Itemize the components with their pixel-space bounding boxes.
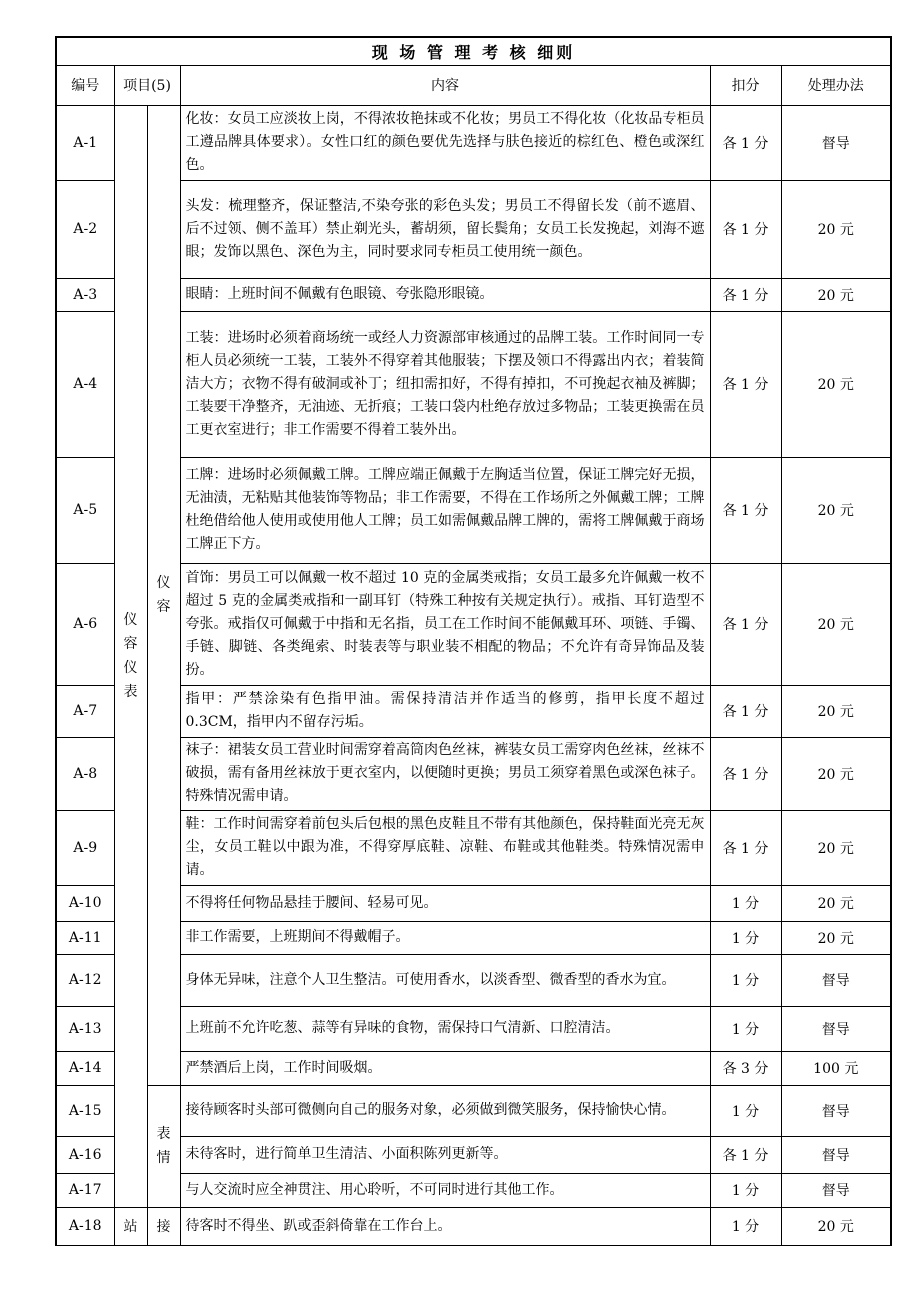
table-row [56,1173,891,1207]
row-id: A-14 [56,1051,114,1085]
row-id: A-16 [56,1136,114,1173]
row-content: 严禁酒后上岗，工作时间吸烟。 [180,1051,710,1085]
table-row [56,105,891,180]
category-expression: 表 情 [147,1085,180,1207]
row-deduct: 1 分 [710,1207,781,1245]
table-title: 现 场 管 理 考 核 细则 [56,37,891,65]
row-deduct: 1 分 [710,1085,781,1136]
row-content: 鞋：工作时间需穿着前包头后包根的黑色皮鞋且不带有其他颜色，保持鞋面光亮无灰尘，女员工鞋以中跟为准，不得穿厚底鞋、凉鞋、布鞋或其他鞋类。特殊情况需申请。 [180,810,710,885]
category-reception: 接 [147,1207,180,1245]
row-id: A-5 [56,457,114,563]
row-id: A-9 [56,810,114,885]
row-id: A-1 [56,105,114,180]
row-deduct: 各 1 分 [710,737,781,810]
row-deduct: 1 分 [710,954,781,1006]
row-content: 工装：进场时必须着商场统一或经人力资源部审核通过的品牌工装。工作时间同一专柜人员必须统一工装，工装外不得穿着其他服装；下摆及领口不得露出内衣；着装简洁大方；衣物不得有破洞或补丁；纽扣需扣好，不得有掉扣，不可挽起衣袖及裤脚；工装要干净整齐，无油迹、无折痕；工装口袋内杜绝存放过多物品；工装更换需在员工更衣室进行；非工作需要不得着工装外出。 [180,311,710,457]
table-row [56,1051,891,1085]
row-deduct: 各 1 分 [710,457,781,563]
table-row [56,278,891,311]
row-handling: 督导 [781,954,891,1006]
row-content: 首饰：男员工可以佩戴一枚不超过 10 克的金属类戒指；女员工最多允许佩戴一枚不超过 5 克的金属类戒指和一副耳钉（特殊工种按有关规定执行）。戒指、耳钉造型不夸张。戒指仅可佩戴于中指和无名指，员工在工作时间不能佩戴耳环、项链、手镯、手链、脚链、各类绳索、时装表等与职业装不相配的物品；不允许有奇异饰品及装扮。 [180,563,710,685]
table-row [56,180,891,278]
row-deduct: 各 1 分 [710,563,781,685]
row-deduct: 各 1 分 [710,810,781,885]
table-row [56,810,891,885]
row-handling: 20 元 [781,180,891,278]
row-handling: 20 元 [781,1207,891,1245]
row-deduct: 各 3 分 [710,1051,781,1085]
table-row [56,1207,891,1245]
table-row [56,563,891,685]
table-row [56,737,891,810]
row-handling: 20 元 [781,737,891,810]
row-content: 身体无异味，注意个人卫生整洁。可使用香水，以淡香型、微香型的香水为宜。 [180,954,710,1006]
row-content: 非工作需要，上班期间不得戴帽子。 [180,921,710,954]
row-deduct: 1 分 [710,1173,781,1207]
row-handling: 督导 [781,1136,891,1173]
header-deduct: 扣分 [710,65,781,105]
row-handling: 20 元 [781,457,891,563]
row-id: A-4 [56,311,114,457]
table-row [56,1136,891,1173]
row-id: A-11 [56,921,114,954]
category-grooming: 仪 容 [147,105,180,1085]
row-handling: 督导 [781,1173,891,1207]
row-id: A-2 [56,180,114,278]
row-id: A-6 [56,563,114,685]
row-handling: 督导 [781,105,891,180]
row-id: A-18 [56,1207,114,1245]
row-deduct: 1 分 [710,1006,781,1051]
assessment-table [55,36,892,1246]
row-id: A-3 [56,278,114,311]
row-handling: 100 元 [781,1051,891,1085]
row-id: A-10 [56,885,114,921]
table-row [56,921,891,954]
table-row [56,1085,891,1136]
row-handling: 督导 [781,1006,891,1051]
row-content: 袜子：裙装女员工营业时间需穿着高筒肉色丝袜，裤装女员工需穿肉色丝袜，丝袜不破损，需有备用丝袜放于更衣室内，以便随时更换；男员工须穿着黑色或深色袜子。特殊情况需申请。 [180,737,710,810]
header-handling: 处理办法 [781,65,891,105]
table-row [56,1006,891,1051]
header-item: 项目(5) [114,65,180,105]
row-id: A-7 [56,685,114,737]
row-deduct: 各 1 分 [710,105,781,180]
row-handling: 20 元 [781,278,891,311]
row-handling: 督导 [781,1085,891,1136]
header-number: 编号 [56,65,114,105]
row-content: 未待客时，进行简单卫生清洁、小面积陈列更新等。 [180,1136,710,1173]
table-row [56,885,891,921]
row-id: A-17 [56,1173,114,1207]
row-deduct: 各 1 分 [710,278,781,311]
row-deduct: 各 1 分 [710,685,781,737]
row-handling: 20 元 [781,311,891,457]
table-row [56,311,891,457]
category-posture: 站 [114,1207,147,1245]
row-content: 上班前不允许吃葱、蒜等有异味的食物，需保持口气清新、口腔清洁。 [180,1006,710,1051]
row-deduct: 各 1 分 [710,180,781,278]
row-content: 工牌：进场时必须佩戴工牌。工牌应端正佩戴于左胸适当位置，保证工牌完好无损，无油渍，无粘贴其他装饰等物品；非工作需要，不得在工作场所之外佩戴工牌；工牌杜绝借给他人使用或使用他人工牌；员工如需佩戴品牌工牌的，需将工牌佩戴于商场工牌正下方。 [180,457,710,563]
row-content: 头发：梳理整齐，保证整洁,不染夸张的彩色头发；男员工不得留长发（前不遮眉、后不过领、侧不盖耳）禁止剃光头，蓄胡须，留长鬓角；女员工长发挽起，刘海不遮眼；发饰以黑色、深色为主，同时要求同专柜员工使用统一颜色。 [180,180,710,278]
row-handling: 20 元 [781,563,891,685]
row-content: 化妆：女员工应淡妆上岗，不得浓妆艳抹或不化妆；男员工不得化妆（化妆品专柜员工遵品牌具体要求）。女性口红的颜色要优先选择与肤色接近的棕红色、橙色或深红色。 [180,105,710,180]
row-handling: 20 元 [781,885,891,921]
row-content: 不得将任何物品悬挂于腰间、轻易可见。 [180,885,710,921]
row-handling: 20 元 [781,921,891,954]
row-deduct: 1 分 [710,885,781,921]
table-row [56,457,891,563]
row-deduct: 1 分 [710,921,781,954]
row-handling: 20 元 [781,810,891,885]
table-row [56,685,891,737]
category-appearance: 仪 容 仪 表 [114,105,147,1207]
row-id: A-15 [56,1085,114,1136]
row-content: 待客时不得坐、趴或歪斜倚靠在工作台上。 [180,1207,710,1245]
row-content: 接待顾客时头部可微侧向自己的服务对象，必须做到微笑服务，保持愉快心情。 [180,1085,710,1136]
row-handling: 20 元 [781,685,891,737]
table-row [56,954,891,1006]
row-deduct: 各 1 分 [710,1136,781,1173]
header-content: 内容 [180,65,710,105]
row-content: 眼睛：上班时间不佩戴有色眼镜、夸张隐形眼镜。 [180,278,710,311]
row-id: A-12 [56,954,114,1006]
row-content: 与人交流时应全神贯注、用心聆听，不可同时进行其他工作。 [180,1173,710,1207]
row-deduct: 各 1 分 [710,311,781,457]
row-id: A-8 [56,737,114,810]
row-id: A-13 [56,1006,114,1051]
row-content: 指甲：严禁涂染有色指甲油。需保持清洁并作适当的修剪，指甲长度不超过 0.3CM，指甲内不留存污垢。 [180,685,710,737]
